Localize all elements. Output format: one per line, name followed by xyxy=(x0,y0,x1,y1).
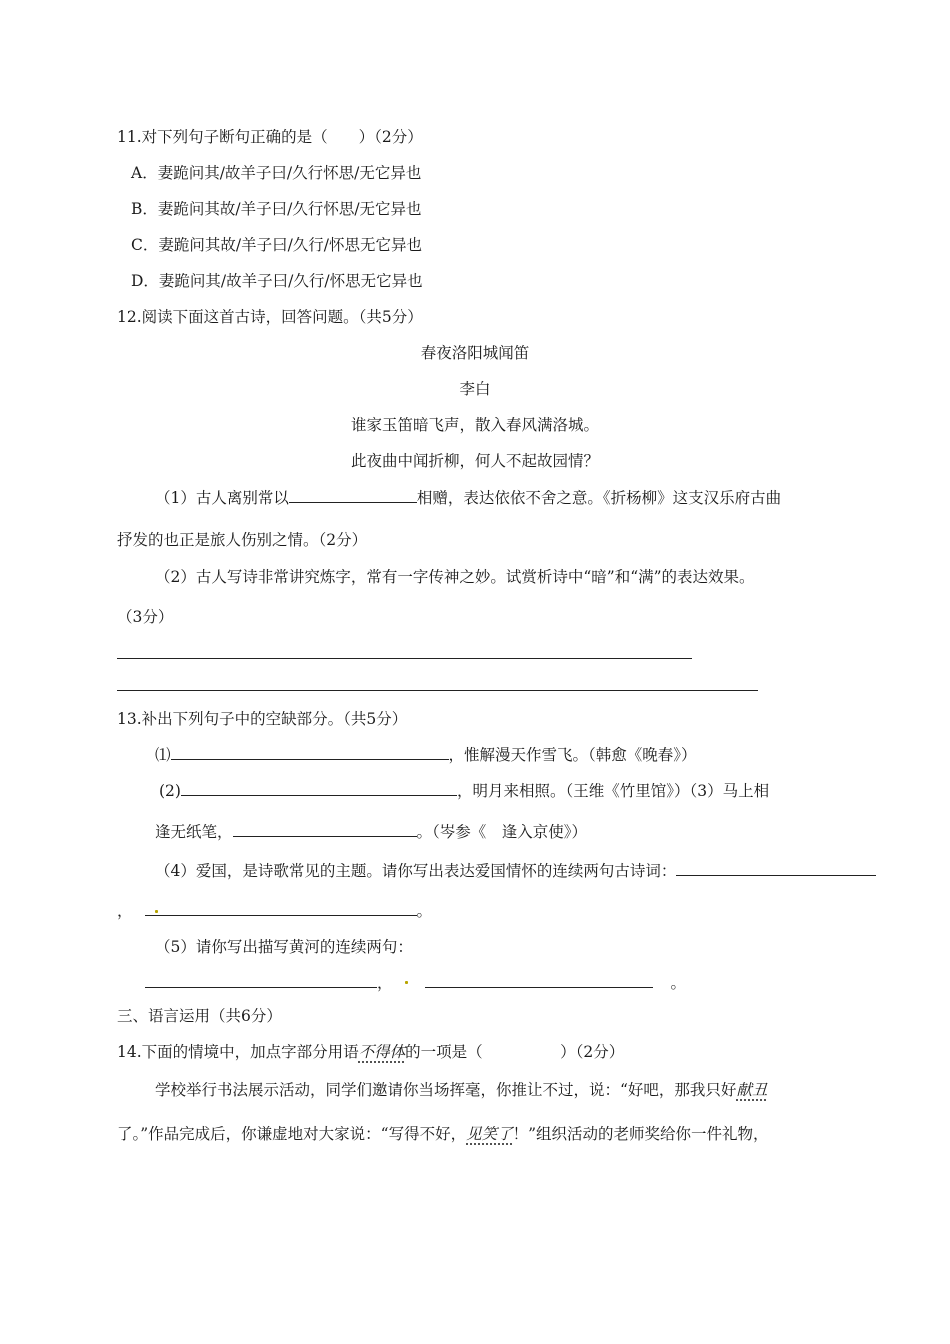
period: 。 xyxy=(670,974,687,992)
answer-line[interactable] xyxy=(117,658,692,659)
q13-item-3-text-a: 逢无纸笔， xyxy=(155,823,233,841)
q13-item-1 xyxy=(155,744,697,765)
q13-item-1-text: ，惟解漫天作雪飞。（韩愈《晚春》） xyxy=(448,746,697,764)
poem-title: 春夜洛阳城闻笛 xyxy=(420,344,530,362)
q14-stem-text-a: 14.下面的情境中，加点字部分用语 xyxy=(117,1043,359,1061)
q14-paragraph-line1 xyxy=(155,1080,767,1100)
q13-item-4-cont xyxy=(117,900,432,921)
q14-stem xyxy=(117,1042,624,1062)
answer-blank[interactable] xyxy=(145,900,417,916)
answer-blank[interactable] xyxy=(233,821,417,837)
q12-sub1-text-a: （1）古人离别常以 xyxy=(155,489,289,507)
q11-option-c: C．妻跪问其故/羊子曰/久行/怀思无它异也 xyxy=(131,236,423,254)
q12-sub1-line2: 抒发的也正是旅人伤别之情。（2分） xyxy=(117,531,368,549)
answer-blank[interactable] xyxy=(676,860,876,876)
q14-para1-text: 学校举行书法展示活动，同学们邀请你当场挥毫，你推让不过，说：“好吧，那我只好 xyxy=(155,1081,737,1099)
mark-dot xyxy=(405,981,408,984)
mark-dot xyxy=(155,910,158,913)
q13-item-5: （5）请你写出描写黄河的连续两句： xyxy=(155,938,413,956)
q13-item-2-text: ，明月来相照。（王维《竹里馆》）（3）马上相 xyxy=(456,782,770,800)
q11-stem: 11.对下列句子断句正确的是（ ）（2分） xyxy=(117,128,423,146)
poem-line-2: 此夜曲中闻折柳，何人不起故园情？ xyxy=(350,452,599,470)
comma: ， xyxy=(377,974,393,992)
q14-para2-text-a: 了。”作品完成后，你谦虚地对大家说：“写得不好， xyxy=(117,1125,467,1143)
q12-stem: 12.阅读下面这首古诗，回答问题。（共5分） xyxy=(117,308,423,326)
answer-line[interactable] xyxy=(117,690,758,691)
q12-sub1-line1 xyxy=(155,487,781,508)
q13-item-2 xyxy=(159,780,769,801)
item-number: (2) xyxy=(159,782,181,800)
answer-blank[interactable] xyxy=(145,972,377,988)
section-heading: 三、语言运用（共6分） xyxy=(117,1007,282,1025)
emphasized-phrase: 献丑 xyxy=(736,1081,768,1099)
comma: ， xyxy=(117,902,133,920)
poem-line-1: 谁家玉笛暗飞声，散入春风满洛城。 xyxy=(350,416,599,434)
q14-stem-text-b: 的一项是（ ）（2分） xyxy=(405,1043,625,1061)
answer-blank[interactable] xyxy=(181,780,457,796)
emphasized-phrase: 不得体 xyxy=(358,1043,406,1061)
q13-item-3-text-b: 。（岑参《 逢入京使》） xyxy=(416,823,588,841)
period: 。 xyxy=(416,902,433,920)
q13-stem: 13.补出下列句子中的空缺部分。（共5分） xyxy=(117,710,408,728)
q11-option-a: A．妻跪问其/故羊子曰/久行怀思/无它异也 xyxy=(131,164,422,182)
item-number: ⑴ xyxy=(155,746,171,764)
answer-blank[interactable] xyxy=(425,972,653,988)
q11-option-d: D．妻跪问其/故羊子曰/久行/怀思无它异也 xyxy=(131,272,423,290)
answer-blank[interactable] xyxy=(171,744,449,760)
emphasized-phrase: 见笑了 xyxy=(466,1125,513,1143)
q13-item-3 xyxy=(155,821,587,842)
poem-author: 李白 xyxy=(459,380,491,398)
q12-sub2-line1: （2）古人写诗非常讲究炼字，常有一字传神之妙。试赏析诗中“暗”和“满”的表达效果。 xyxy=(155,568,755,586)
q14-paragraph-line2 xyxy=(117,1124,769,1144)
q12-sub2-line2: （3分） xyxy=(117,608,174,626)
q12-sub1-text-b: 相赠，表达依依不舍之意。《折杨柳》这支汉乐府古曲 xyxy=(416,489,782,507)
q13-item-4-text: （4）爱国，是诗歌常见的主题。请你写出表达爱国情怀的连续两句古诗词： xyxy=(155,862,677,880)
answer-blank[interactable] xyxy=(289,487,417,503)
q13-item-4 xyxy=(155,860,876,881)
q13-item-5-blanks xyxy=(145,972,686,993)
q11-option-b: B．妻跪问其故/羊子曰/久行怀思/无它异也 xyxy=(131,200,422,218)
q14-para2-text-b: ！”组织活动的老师奖给你一件礼物， xyxy=(512,1125,769,1143)
